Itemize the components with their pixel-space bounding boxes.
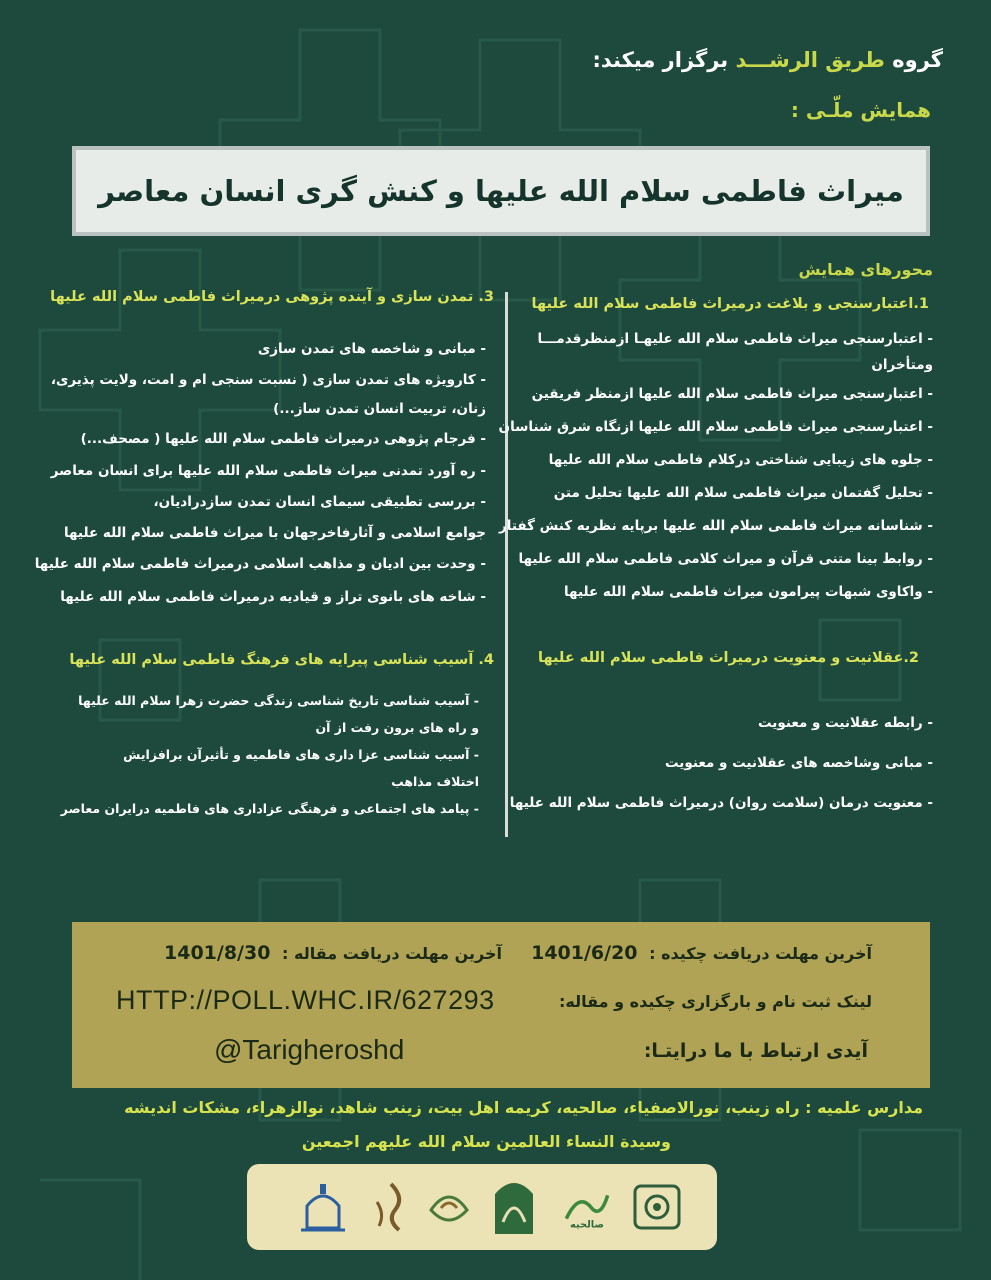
list-item: - جلوه های زیبایی شناختی درکلام فاطمی سلام الله علیها [548, 452, 933, 468]
schools-line-1: مدارس علمیه : راه زینب، نورالاصفیاء، صالحیه، کریمه اهل بیت، زینب شاهد، نوالزهراء، مشکات اندیشه [124, 1098, 923, 1117]
list-item: - وحدت بین ادیان و مذاهب اسلامی درمیراث فاطمی سلام الله علیها [34, 556, 486, 572]
salehieh-logo-text: صالحیه [569, 1219, 605, 1231]
article-deadline-date: 1401/8/30 [164, 942, 271, 964]
list-item: - تحلیل گفتمان میراث فاطمی سلام الله علیها تحلیل متن [553, 485, 933, 501]
calligraphy-logo-2-icon [365, 1180, 417, 1234]
list-item: - آسیب شناسی تاریخ شناسی زندگی حضرت زهرا سلام الله علیها [78, 693, 479, 708]
axis3-title: 3. تمدن سازی و آینده پژوهی درمیراث فاطمی سلام الله علیها [50, 289, 494, 305]
registration-link[interactable]: HTTP://POLL.WHC.IR/627293 [116, 985, 495, 1015]
calligraphy-logo-1-icon [423, 1180, 475, 1234]
list-item: - شاخه های بانوی تراز و قیادیه درمیراث فاطمی سلام الله علیها [60, 589, 486, 605]
list-item: زنان، تربیت انسان تمدن ساز...) [273, 401, 486, 417]
axes-heading: محورهای همایش [798, 260, 933, 279]
list-item: و راه های برون رفت از آن [315, 720, 479, 735]
schools-line-2: وسیدة النساء العالمین سلام الله علیهم اجمعین [301, 1132, 671, 1151]
deadline-info-box [72, 922, 930, 1088]
article-deadline [164, 942, 502, 964]
list-item: - اعتبارسنجی میراث فاطمی سلام الله علیها ازنگاه شرق شناسان [498, 419, 933, 435]
salehieh-logo-icon [561, 1180, 619, 1234]
list-item: - واکاوی شبهات پیرامون میراث فاطمی سلام الله علیها [563, 584, 933, 600]
list-item: اختلاف مذاهب [391, 774, 479, 789]
abstract-deadline [531, 942, 872, 964]
conference-title: میراث فاطمی سلام الله علیها و کنش گری انسان معاصر [98, 174, 904, 208]
axis4-title: 4. آسیب شناسی پیرایه های فرهنگ فاطمی سلام الله علیها [69, 652, 494, 668]
shrine-logo-icon [297, 1180, 349, 1234]
organizer-line [592, 48, 943, 72]
list-item: ومتأخران [871, 357, 933, 373]
abstract-deadline-date: 1401/6/20 [531, 942, 638, 964]
conference-label: همایش ملّـی : [790, 98, 931, 122]
title-banner [72, 146, 930, 236]
university-logo-icon [631, 1180, 683, 1234]
axis1-list [493, 323, 933, 609]
abstract-deadline-label: آخرین مهلت دریافت چکیده : [649, 944, 872, 963]
list-item: - کارویژه های تمدن سازی ( نسبت سنجی ام و امت، ولایت پذیری، [50, 372, 486, 388]
article-deadline-label: آخرین مهلت دریافت مقاله : [282, 944, 502, 963]
group-word: گروه [892, 48, 943, 72]
list-item: جوامع اسلامی و آثارفاخرجهان با میراث فاطمی سلام الله علیها [63, 525, 486, 541]
list-item: - پیامد های اجتماعی و فرهنگی عزاداری های فاطمیه درایران معاصر [60, 801, 479, 816]
list-item: - مبانی وشاخصه های عقلانیت و معنویت [665, 755, 933, 771]
list-item: - اعتبارسنجی میراث فاطمی سلام الله علیها ازمنظر فریقین [531, 386, 933, 402]
group-name: طریق الرشـــد [735, 48, 885, 72]
list-item: - شناسانه میراث فاطمی سلام الله علیها برپایه نظریه کنش گفتار [499, 518, 933, 534]
list-item: - مبانی و شاخصه های تمدن سازی [257, 341, 486, 357]
rah-zeinab-logo-icon [491, 1174, 537, 1238]
list-item: - روابط بینا متنی قرآن و میراث کلامی فاطمی سلام الله علیها [518, 551, 933, 567]
list-item: - بررسی تطبیقی سیمای انسان تمدن سازدرادیان، [153, 494, 486, 510]
axis4-list [29, 687, 479, 822]
axis2-title: 2.عقلانیت و معنویت درمیراث فاطمی سلام الله علیها [538, 650, 919, 666]
sponsor-logos [247, 1164, 717, 1250]
list-item: - معنویت درمان (سلامت روان) درمیراث فاطمی سلام الله علیها [509, 795, 933, 811]
axis2-list [493, 703, 933, 823]
list-item: - اعتبارسنجی میراث فاطمی سلام الله علیهـا ازمنظرقدمـــا [537, 331, 933, 347]
axis3-list [21, 333, 486, 613]
list-item: - رابطه عقلانیت و معنویت [758, 715, 933, 731]
list-item: - آسیب شناسی عزا داری های فاطمیه و تأثیرآن برافزایش [123, 747, 479, 762]
list-item: - ره آورد تمدنی میراث فاطمی سلام الله علیها برای انسان معاصر [50, 463, 486, 479]
contact-label: آیدی ارتباط با ما درایتـا: [643, 1040, 868, 1062]
organizes-text: برگزار میکند: [592, 48, 729, 72]
axis1-title: 1.اعتبارسنجی و بلاغت درمیراث فاطمی سلام الله علیها [531, 296, 929, 312]
registration-link-label: لینک ثبت نام و بارگزاری چکیده و مقاله: [559, 992, 872, 1011]
list-item: - فرجام پژوهی درمیراث فاطمی سلام الله علیها ( مصحف...) [80, 431, 486, 447]
contact-id[interactable]: @Tarigheroshd [214, 1034, 405, 1065]
